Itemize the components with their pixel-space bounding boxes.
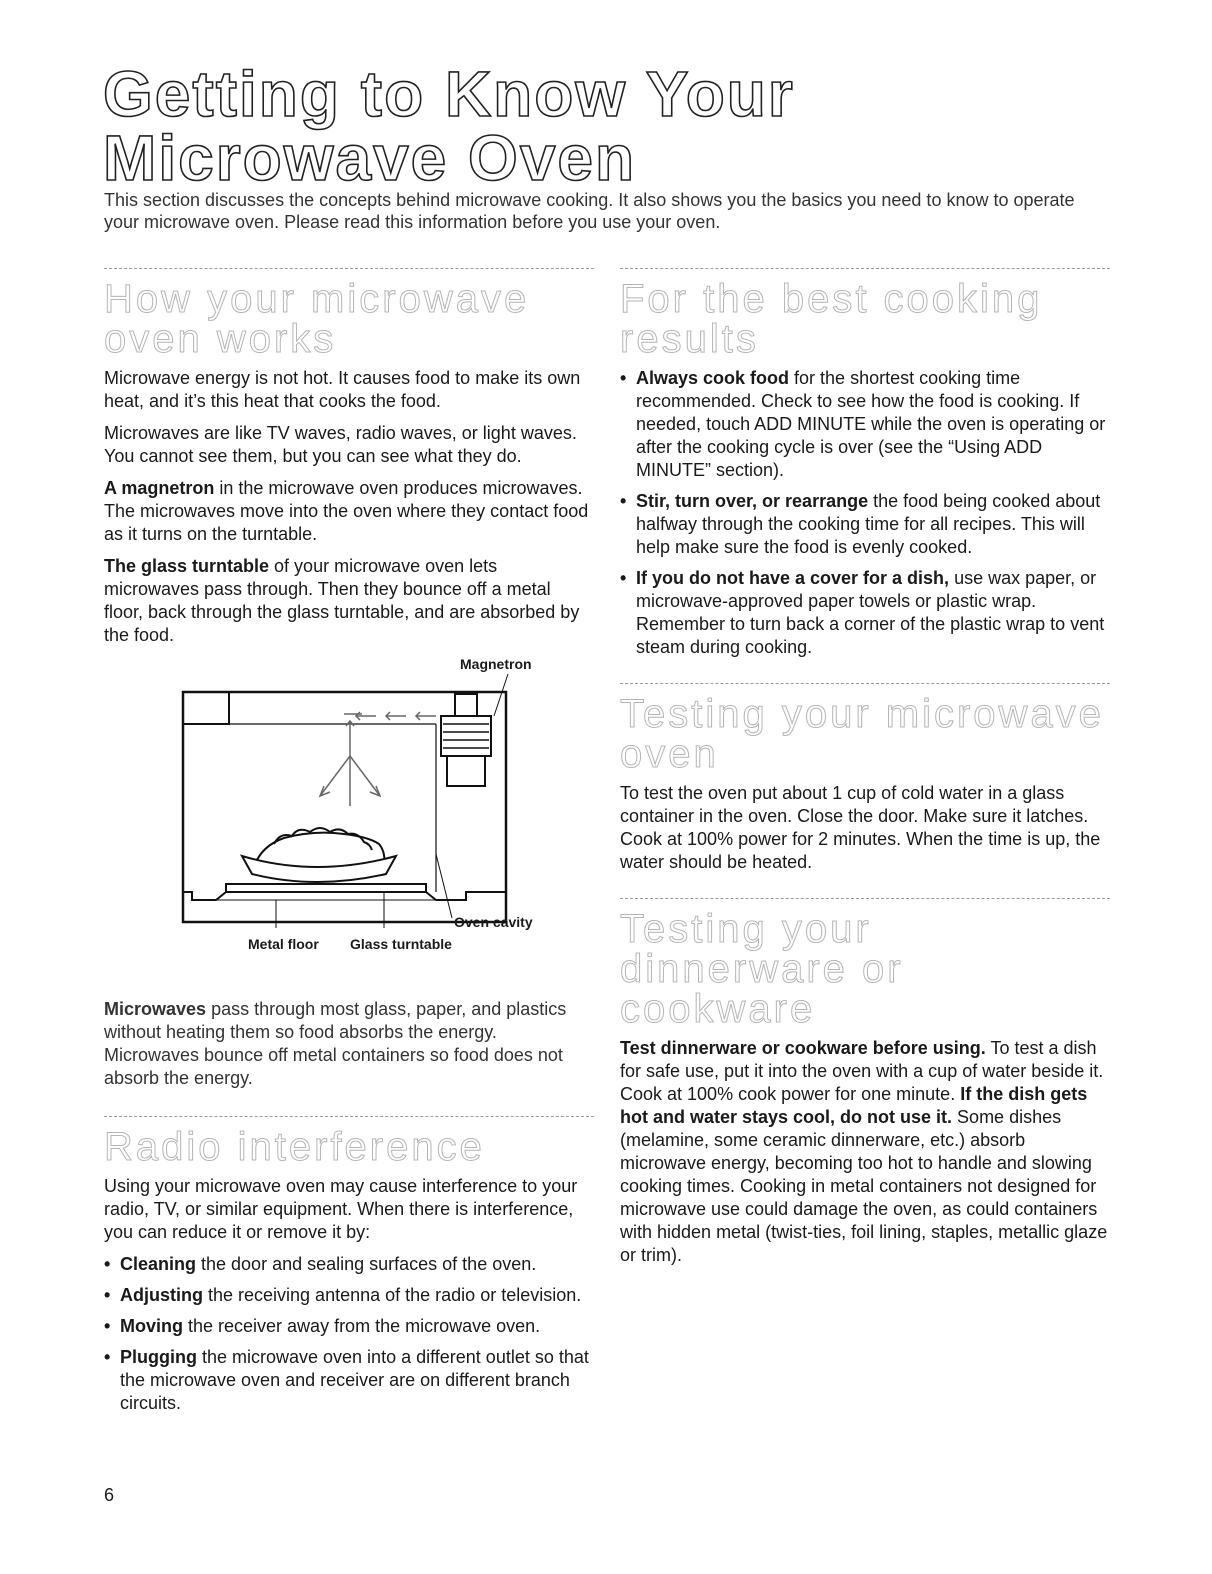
radio-p1: Using your microwave oven may cause interference to your radio, TV, or similar equipment. When there is interference, you can reduce it or remove it by: <box>104 1176 578 1242</box>
dinnerware-bold-1: Test dinnerware or cookware before using. <box>620 1038 986 1058</box>
page-title-line-2: Microwave Oven <box>103 122 637 194</box>
how-it-works-heading: How your microwave oven works <box>104 277 530 361</box>
best-results-item-cover <box>620 567 1110 659</box>
radio-item-text: the receiving antenna of the radio or television. <box>203 1285 582 1305</box>
radio-item-bold: Plugging <box>120 1347 197 1367</box>
how-it-works-p3 <box>104 477 594 546</box>
turntable-term: The glass turntable <box>104 556 270 576</box>
best-results-item-bold: If you do not have a cover for a dish, <box>636 568 950 588</box>
microwaves-term: Microwaves <box>104 999 207 1019</box>
section-divider <box>620 898 1110 899</box>
best-results-item-text: the food being cooked about halfway through the cooking time for all recipes. This will help make sure the food is evenly cooked. <box>636 491 1101 557</box>
magnetron-label: Magnetron <box>460 656 532 672</box>
magnetron-term: A magnetron <box>104 478 215 498</box>
radio-item-adjusting <box>104 1284 594 1307</box>
radio-item-bold: Cleaning <box>120 1254 197 1274</box>
microwave-diagram <box>104 656 594 976</box>
food-dish <box>242 828 396 882</box>
section-divider <box>104 268 594 269</box>
glass-turntable-label: Glass turntable <box>350 936 452 952</box>
right-column <box>620 268 1110 1276</box>
radio-item-bold: Adjusting <box>120 1285 203 1305</box>
page-title <box>103 58 1103 194</box>
metal-floor-right <box>426 892 506 900</box>
radio-item-text: the door and sealing surfaces of the oven. <box>196 1254 537 1274</box>
microwaves-text: pass through most glass, paper, and plastics without heating them so food absorbs the energy. Microwaves bounce off metal containers so food does not absorb the energy. <box>104 999 567 1088</box>
best-results-item-bold: Stir, turn over, or rearrange <box>636 491 869 511</box>
dinnerware-bold-2: If the dish gets hot and water stays cool, do not use it. <box>620 1084 1088 1127</box>
radio-item-bold: Moving <box>120 1316 183 1336</box>
metal-floor-label: Metal floor <box>248 936 319 952</box>
how-it-works-p5 <box>104 998 594 1090</box>
page-title-line-1: Getting to Know Your <box>103 58 795 130</box>
testing-dinnerware-heading: Testing your dinnerware or cookware <box>620 907 904 1031</box>
metal-floor-left <box>183 892 226 900</box>
radio-item-text: the microwave oven into a different outlet so that the microwave oven and receiver are on different branch circuits. <box>120 1347 589 1413</box>
dinnerware-text-1: To test a dish for safe use, put it into the oven with a cup of water beside it. Cook at 100% cook power for one minute. <box>620 1038 1104 1104</box>
radio-list <box>104 1253 594 1415</box>
intro-paragraph: This section discusses the concepts behind microwave cooking. It also shows you the basics you need to know to operate your microwave oven. Please read this information before you use your oven. <box>104 190 1075 232</box>
best-results-heading: For the best cooking results <box>620 277 1043 361</box>
radio-item-plugging <box>104 1346 594 1415</box>
page-number: 6 <box>104 1485 115 1505</box>
oven-top-ledge <box>183 692 229 724</box>
testing-dinnerware-p1 <box>620 1037 1110 1267</box>
magnetron-icon <box>441 694 491 786</box>
radio-item-text: the receiver away from the microwave oven. <box>183 1316 541 1336</box>
section-divider <box>620 268 1110 269</box>
testing-oven-heading: Testing your microwave oven <box>620 692 1104 776</box>
radio-item-cleaning <box>104 1253 594 1276</box>
best-results-item-stir <box>620 490 1110 559</box>
best-results-item-cook <box>620 367 1110 482</box>
turntable-text: of your microwave oven lets microwaves pass through. Then they bounce off a metal floor, back through the glass turntable, and are absorbed by the food. <box>104 556 580 645</box>
left-column <box>104 268 594 1423</box>
testing-oven-p1: To test the oven put about 1 cup of cold water in a glass container in the oven. Close the door. Make sure it latches. Cook at 100% power for 2 minutes. When the time is up, the water should be heated. <box>620 783 1101 872</box>
oven-cavity-leader <box>436 854 452 918</box>
how-it-works-p4 <box>104 555 594 647</box>
best-results-item-text: for the shortest cooking time recommended. Check to see how the food is cooking. If needed, touch ADD MINUTE while the oven is operating or after the cooking cycle is over (see the “Using ADD MINUTE” section). <box>636 368 1106 480</box>
best-results-list <box>620 367 1110 659</box>
best-results-item-bold: Always cook food <box>636 368 790 388</box>
oven-cavity-label: Oven cavity <box>454 914 533 930</box>
dinnerware-text-2: Some dishes (melamine, some ceramic dinnerware, etc.) absorb microwave energy, becoming too hot to handle and slowing cooking times. Cooking in metal containers not designed for microwave use could damage the oven, as could containers with hidden metal (twist-ties, foil lining, staples, metallic glaze or trim). <box>620 1107 1108 1265</box>
best-results-item-text: use wax paper, or microwave-approved paper towels or plastic wrap. Remember to turn back a corner of the plastic wrap to vent steam during cooking. <box>636 568 1105 657</box>
section-divider <box>620 683 1110 684</box>
magnetron-text: in the microwave oven produces microwaves. The microwaves move into the oven where they contact food as it turns on the turntable. <box>104 478 589 544</box>
how-it-works-p2: Microwaves are like TV waves, radio waves, or light waves. You cannot see them, but you can see what they do. <box>104 423 577 466</box>
glass-turntable-shape <box>226 884 426 892</box>
radio-item-moving <box>104 1315 594 1338</box>
radio-heading: Radio interference <box>104 1125 485 1169</box>
section-divider <box>104 1116 594 1117</box>
microwave-arrows <box>320 712 436 806</box>
how-it-works-p1: Microwave energy is not hot. It causes food to make its own heat, and it’s this heat that cooks the food. <box>104 368 581 411</box>
